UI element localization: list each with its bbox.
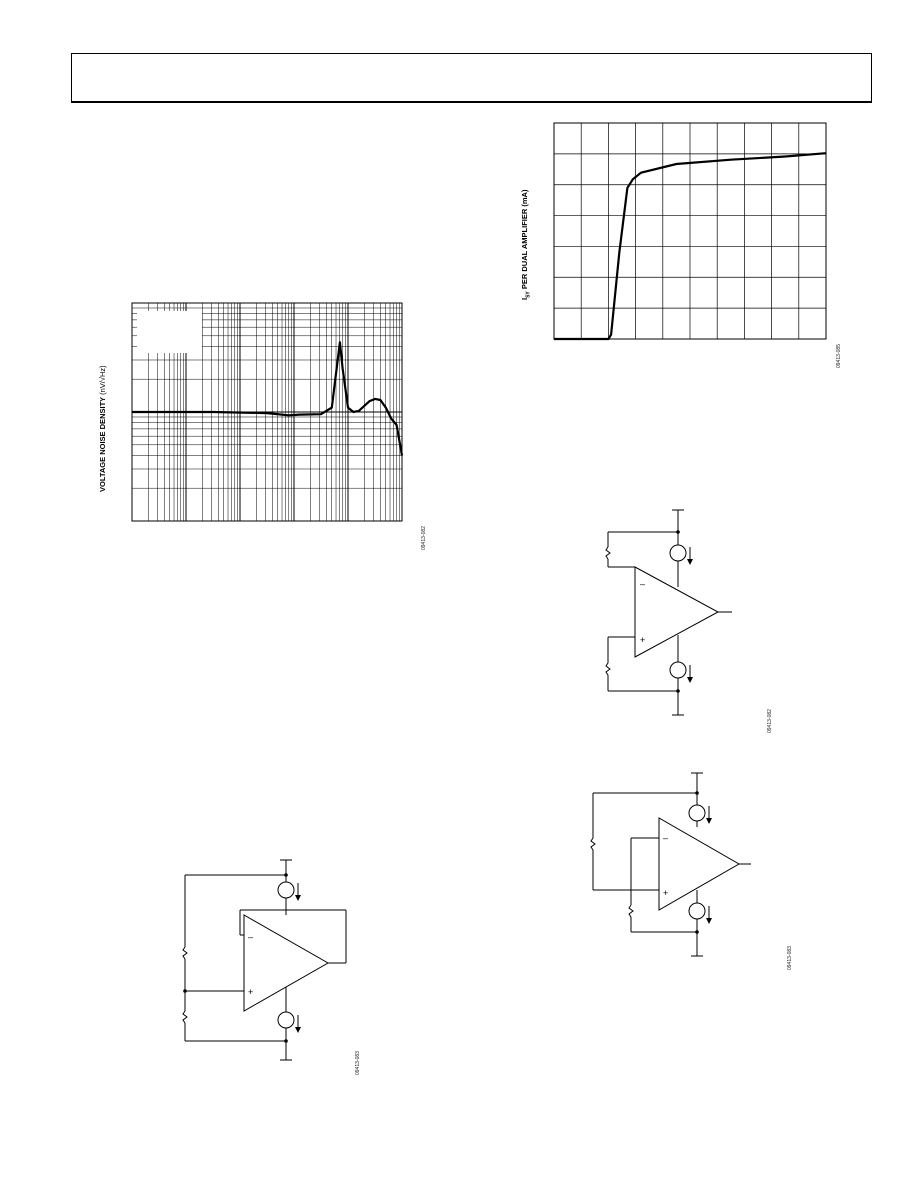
circuit-a-figure-code: 09413-083 (355, 1051, 361, 1075)
legend-box (137, 311, 202, 353)
noise-chart-ylabel: VOLTAGE NOISE DENSITY (nV/√Hz) (98, 365, 107, 492)
noise-chart-figure-code: 09413-082 (421, 526, 427, 550)
circuit-c-minus-label: – (663, 833, 669, 843)
circuit-b-schematic (600, 505, 800, 725)
circuit-c-plus-label: + (663, 888, 669, 898)
supply-chart-ylabel: $I_{SY}$ PER DUAL AMPLIFIER (mA) (520, 189, 532, 300)
circuit-a-minus-label: – (248, 932, 254, 942)
circuit-b-figure-code: 09413-082 (767, 709, 773, 733)
circuit-b-plus-label: + (640, 635, 646, 645)
circuit-a-plus-label: + (248, 987, 254, 997)
noise-series-line-0 (132, 342, 402, 455)
circuit-b-minus-label: – (640, 579, 646, 589)
supply-current-chart (554, 123, 826, 339)
circuit-c-figure-code: 09413-083 (787, 946, 793, 970)
circuit-c-schematic (585, 770, 785, 970)
page-header-box (71, 53, 872, 103)
noise-density-chart (132, 303, 402, 521)
circuit-a-schematic (170, 855, 370, 1075)
supply-chart-figure-code: 09413-085 (836, 344, 842, 368)
